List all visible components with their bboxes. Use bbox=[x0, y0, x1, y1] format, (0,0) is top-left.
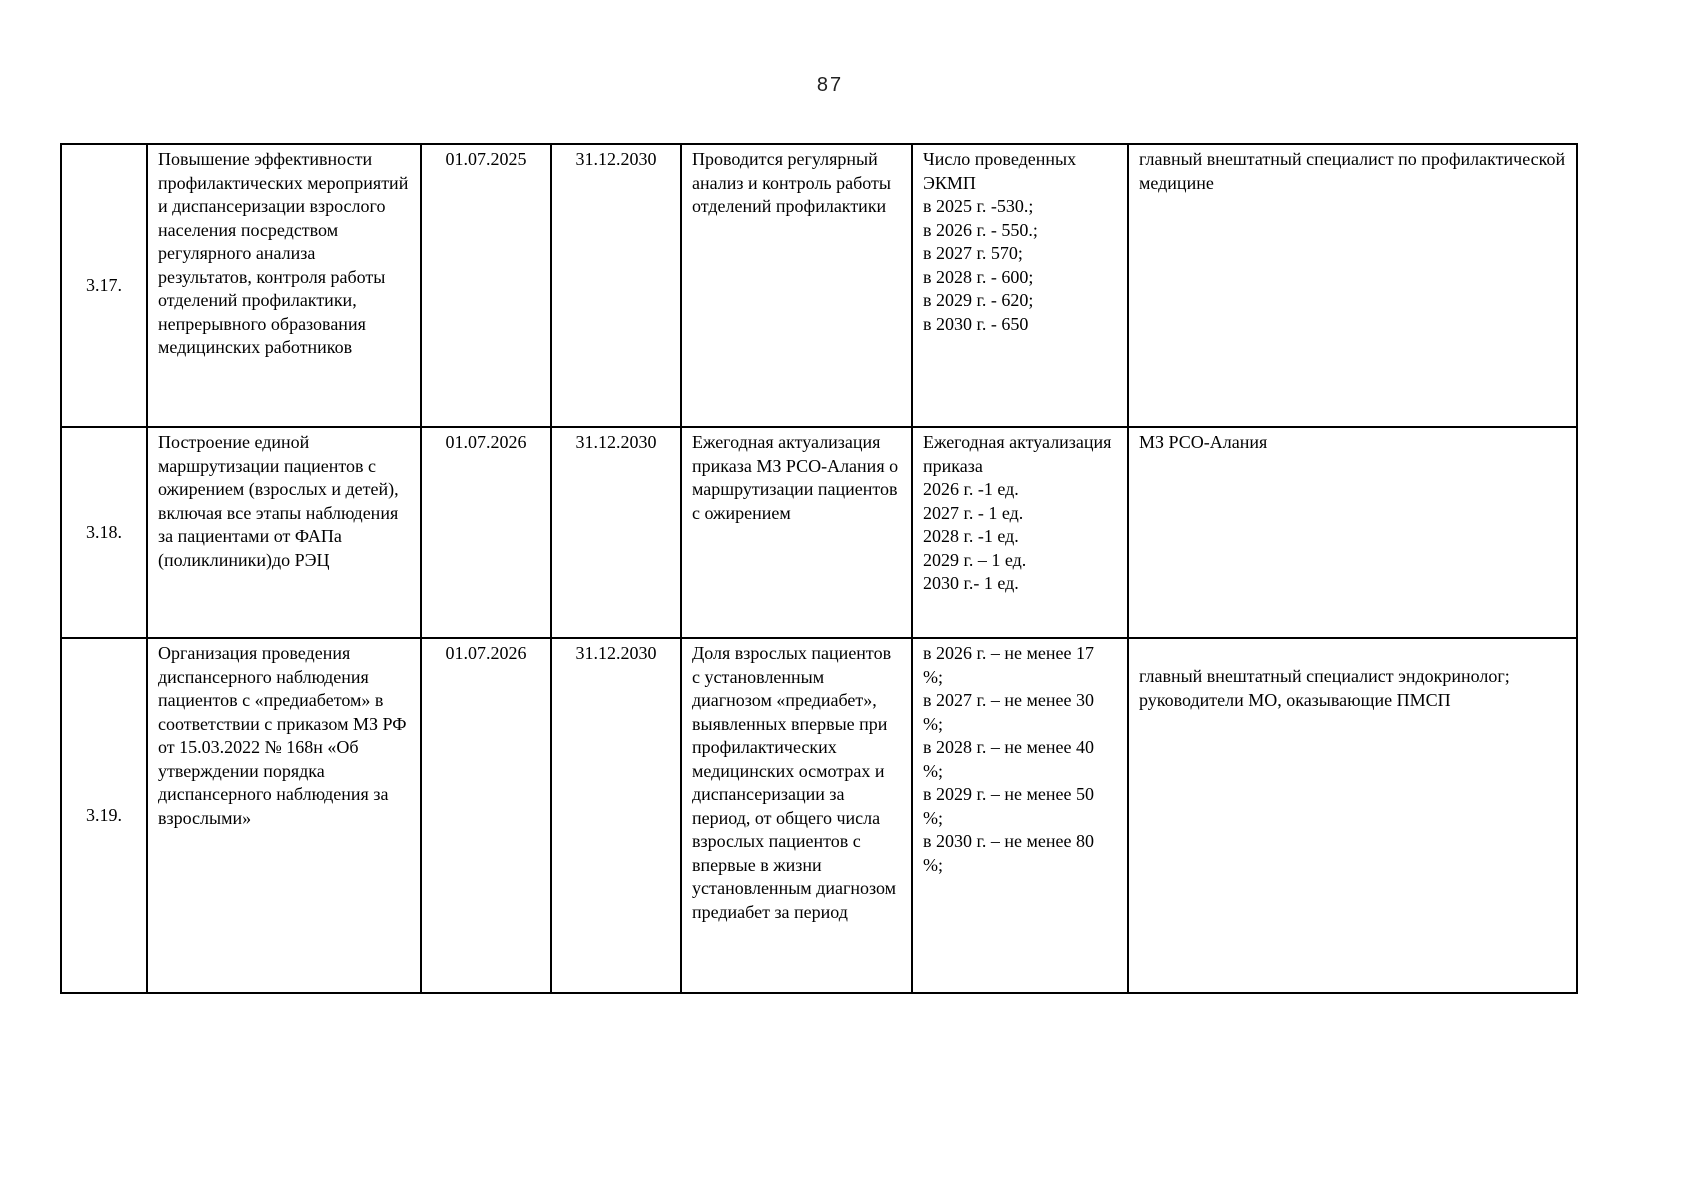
start-date: 01.07.2026 bbox=[421, 427, 551, 638]
responsible: главный внештатный специалист эндокринолог; руководители МО, оказывающие ПМСП bbox=[1128, 638, 1577, 993]
measure-name: Организация проведения диспансерного наблюдения пациентов с «предиабетом» в соответствии с приказом МЗ РФ от 15.03.2022 № 168н «Об утверждении порядка диспансерного наблюдения за взрослыми» bbox=[147, 638, 421, 993]
indicator: Число проведенных ЭКМП в 2025 г. -530.; в 2026 г. - 550.; в 2027 г. 570; в 2028 г. - 600; в 2029 г. - 620; в 2030 г. - 650 bbox=[912, 144, 1128, 427]
end-date: 31.12.2030 bbox=[551, 638, 681, 993]
row-number: 3.17. bbox=[61, 144, 147, 427]
indicator: Ежегодная актуализация приказа 2026 г. -1 ед. 2027 г. - 1 ед. 2028 г. -1 ед. 2029 г. – 1 ед. 2030 г.- 1 ед. bbox=[912, 427, 1128, 638]
measure-name: Построение единой маршрутизации пациентов с ожирением (взрослых и детей), включая все этапы наблюдения за пациентами от ФАПа (поликлиники)до РЭЦ bbox=[147, 427, 421, 638]
table-row bbox=[61, 427, 1577, 638]
measure-name: Повышение эффективности профилактических мероприятий и диспансеризации взрослого населения посредством регулярного анализа результатов, контроля работы отделений профилактики, непрерывного образования медицинских работников bbox=[147, 144, 421, 427]
responsible: МЗ РСО-Алания bbox=[1128, 427, 1577, 638]
action-plan-table bbox=[60, 143, 1578, 994]
indicator: в 2026 г. – не менее 17 %; в 2027 г. – не менее 30 %; в 2028 г. – не менее 40 %; в 2029 г. – не менее 50 %; в 2030 г. – не менее 80 %; bbox=[912, 638, 1128, 993]
expected-result: Ежегодная актуализация приказа МЗ РСО-Алания о маршрутизации пациентов с ожирением bbox=[681, 427, 912, 638]
expected-result: Проводится регулярный анализ и контроль работы отделений профилактики bbox=[681, 144, 912, 427]
start-date: 01.07.2025 bbox=[421, 144, 551, 427]
table-row bbox=[61, 144, 1577, 427]
row-number: 3.19. bbox=[61, 638, 147, 993]
responsible: главный внештатный специалист по профилактической медицине bbox=[1128, 144, 1577, 427]
start-date: 01.07.2026 bbox=[421, 638, 551, 993]
page-number: 87 bbox=[816, 74, 844, 96]
end-date: 31.12.2030 bbox=[551, 427, 681, 638]
table-row bbox=[61, 638, 1577, 993]
end-date: 31.12.2030 bbox=[551, 144, 681, 427]
row-number: 3.18. bbox=[61, 427, 147, 638]
expected-result: Доля взрослых пациентов с установленным диагнозом «предиабет», выявленных впервые при профилактических медицинских осмотрах и диспансеризации за период, от общего числа взрослых пациентов с впервые в жизни установленным диагнозом предиабет за период bbox=[681, 638, 912, 993]
